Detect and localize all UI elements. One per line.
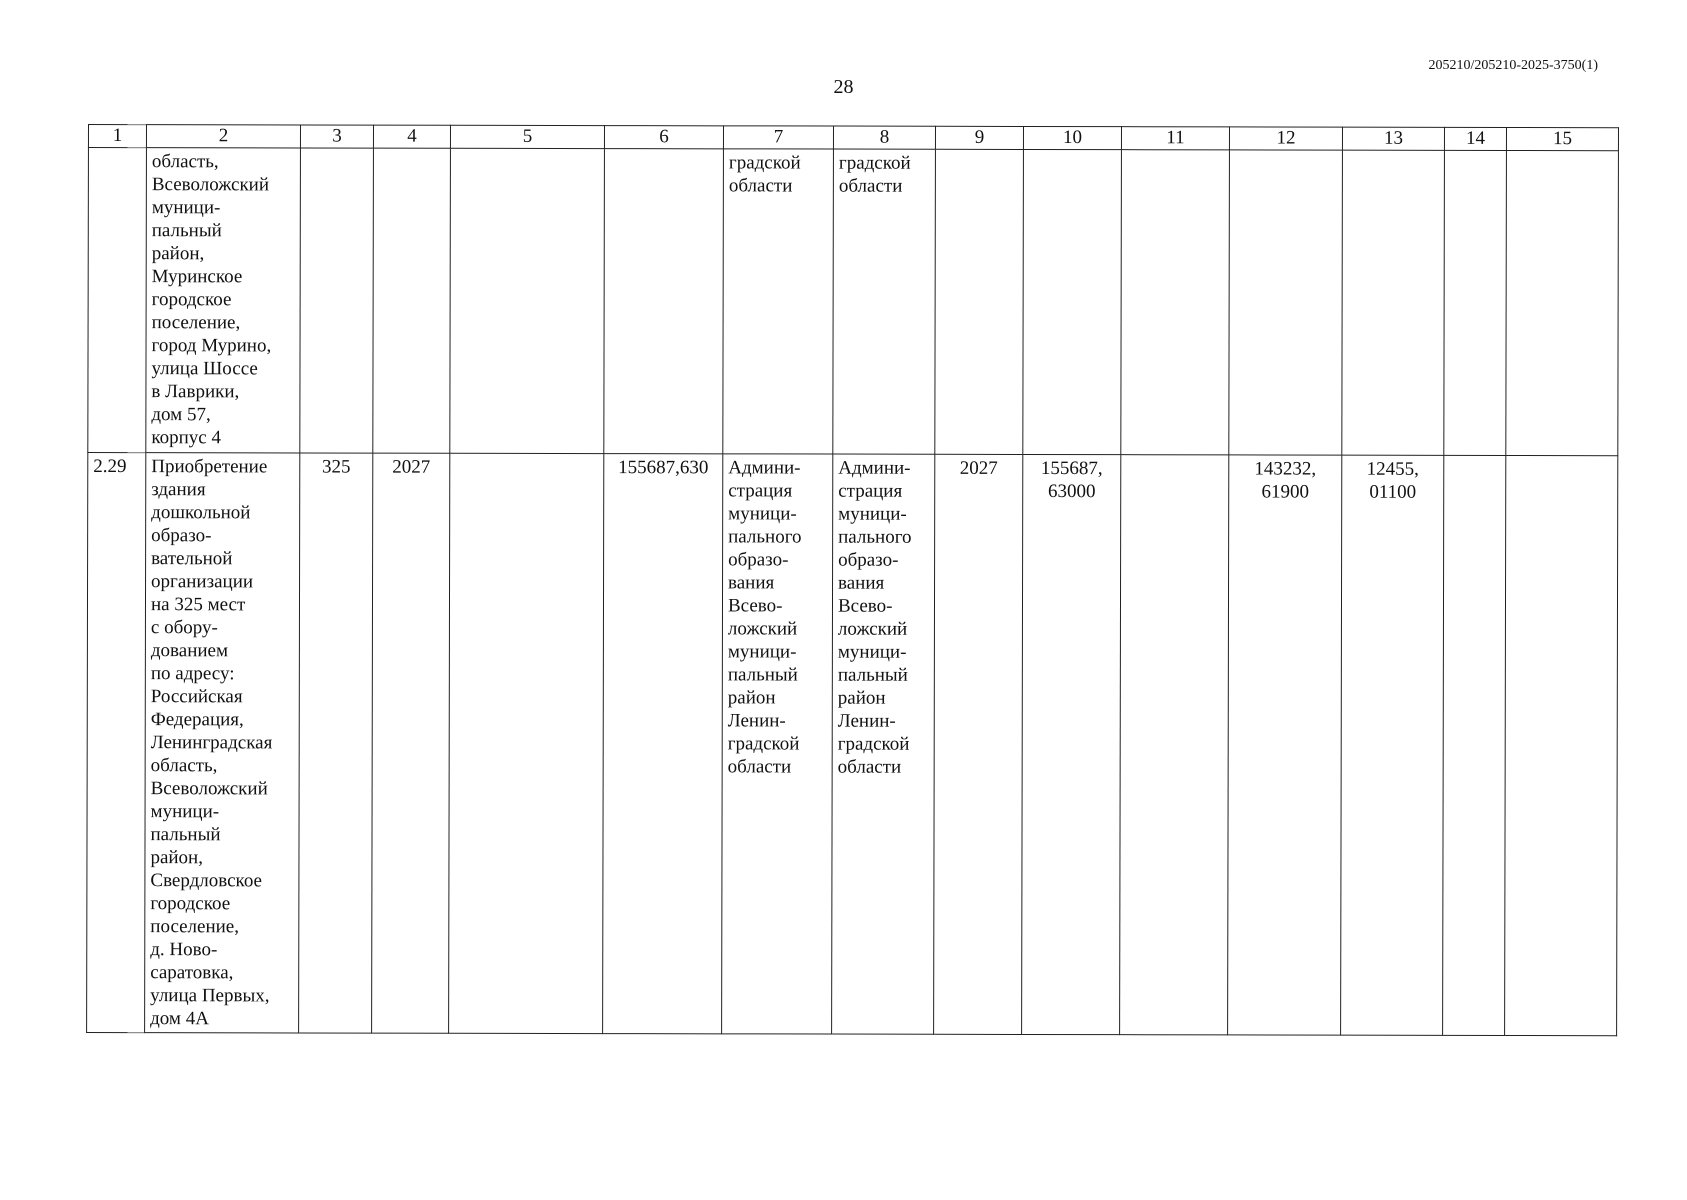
table-cell: [1229, 150, 1343, 455]
row-number-cell: 2.29: [87, 453, 146, 1033]
object-name-cell: область, Всеволожский муници- пальный район, Муринское городское поселение, город Мурино, улица Шоссе в Лаврики, дом 57, корпус 4: [146, 148, 301, 453]
amount-cell: 155687, 63000: [1022, 454, 1121, 1034]
page-number: 28: [833, 76, 854, 98]
table-cell: [1342, 150, 1445, 455]
year-cell: 2027: [934, 454, 1023, 1034]
column-number-row: [88, 125, 1618, 151]
column-number: 5: [450, 125, 604, 148]
table-cell: [1120, 455, 1229, 1035]
amount-cell: 143232, 61900: [1228, 455, 1342, 1035]
column-number: 4: [373, 125, 450, 148]
table-row: [87, 453, 1618, 1036]
column-number: 6: [604, 126, 723, 149]
column-number: 10: [1023, 126, 1121, 149]
table-cell: градской области: [723, 149, 834, 454]
table-cell: [1444, 150, 1507, 455]
table-cell: [935, 149, 1024, 454]
column-number: 7: [723, 126, 833, 149]
row-number-cell: [88, 148, 147, 453]
object-name-cell: Приобретение здания дошкольной образо- вательной организации на 325 мест с обору- дованием по адресу: Российская Федерация, Ленинградская область, Всеволожский муници- пальный район, Свердловское городское поселение, д. Ново- саратовка, улица Первых, дом 4А: [145, 453, 300, 1033]
table-cell: [373, 148, 451, 453]
capacity-cell: 325: [299, 453, 373, 1033]
column-number: 14: [1444, 127, 1506, 150]
table-cell: [1121, 150, 1230, 455]
table-cell: [300, 148, 374, 453]
table-cell: [1505, 455, 1618, 1035]
table-cell: [1506, 150, 1619, 455]
responsible-cell: Админи- страция муници- пального образо- вания Всево- ложский муници- пальный район Ленин- градской области: [722, 454, 833, 1034]
column-number: 12: [1229, 127, 1342, 150]
table-cell: [1443, 455, 1506, 1035]
column-number: 13: [1342, 127, 1444, 150]
column-number: 8: [833, 126, 935, 149]
table-row: [88, 148, 1619, 456]
table-cell: [449, 453, 604, 1033]
column-number: 9: [935, 126, 1023, 149]
column-number: 15: [1506, 127, 1618, 150]
column-number: 3: [300, 125, 373, 148]
table-cell: градской области: [833, 149, 936, 454]
column-number: 11: [1121, 127, 1229, 150]
table-cell: [1023, 149, 1122, 454]
customer-cell: Админи- страция муници- пального образо- вания Всево- ложский муници- пальный район Ленин- градской области: [832, 454, 935, 1034]
table-cell: [450, 148, 605, 453]
document-id: 205210/205210-2025-3750(1): [1428, 58, 1598, 73]
year-cell: 2027: [372, 453, 450, 1033]
column-number: 1: [88, 125, 146, 148]
data-table: [86, 124, 1619, 1036]
table-cell: [604, 149, 724, 454]
amount-cell: 12455, 01100: [1341, 455, 1444, 1035]
column-number: 2: [146, 125, 300, 148]
cost-cell: 155687,630: [603, 454, 723, 1034]
